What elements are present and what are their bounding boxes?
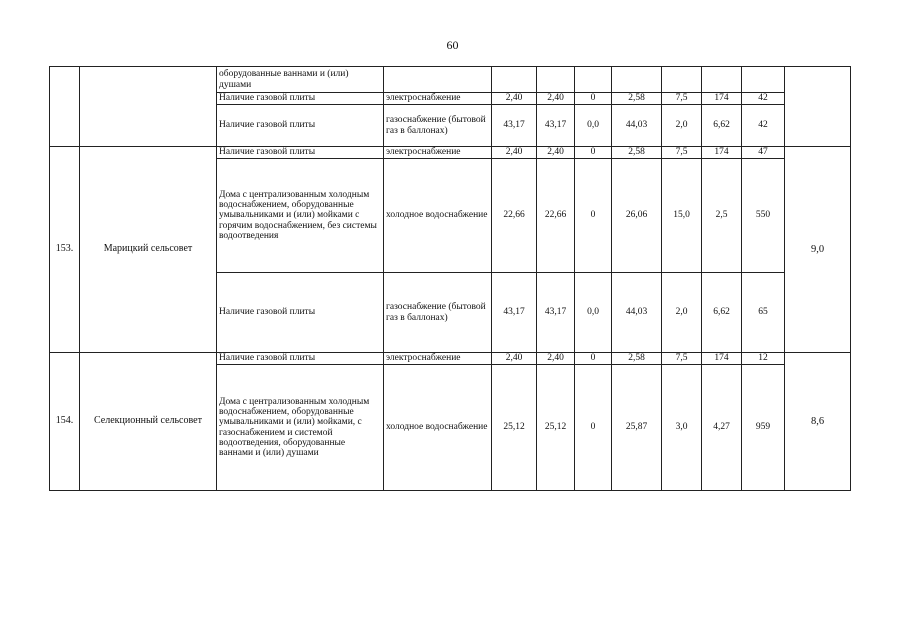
- value-cell: 44,03: [612, 105, 662, 147]
- settlement-name-cell: Марицкий сельсовет: [80, 147, 217, 353]
- value-cell: 43,17: [537, 105, 575, 147]
- value-cell: 2,40: [492, 93, 537, 105]
- value-cell: 959: [742, 365, 785, 491]
- value-cell: 2,58: [612, 353, 662, 365]
- value-cell: 0: [575, 353, 612, 365]
- page-number: 60: [446, 38, 459, 52]
- value-cell: 43,17: [492, 273, 537, 353]
- value-cell: 25,87: [612, 365, 662, 491]
- table-row: [50, 353, 851, 365]
- value-cell: 174: [702, 147, 742, 159]
- value-cell: 43,17: [537, 273, 575, 353]
- value-cell: 174: [702, 353, 742, 365]
- value-cell: [742, 67, 785, 93]
- value-cell: 0: [575, 93, 612, 105]
- total-cell: 8,6: [785, 353, 851, 491]
- value-cell: 7,5: [662, 353, 702, 365]
- description-cell: Наличие газовой плиты: [217, 353, 384, 365]
- description-cell: Дома с централизованным холодным водоснабжением, оборудованные умывальниками и (или) мойками, с газоснабжением и системой водоотведения, оборудованные ваннами и (или) душами: [217, 365, 384, 491]
- description-cell: Дома с централизованным холодным водоснабжением, оборудованные умывальниками и (или) мойками с горячим водоснабжением, без системы водоотведения: [217, 159, 384, 273]
- value-cell: 42: [742, 93, 785, 105]
- row-number-cell: [50, 67, 80, 147]
- value-cell: 550: [742, 159, 785, 273]
- settlement-name-cell: Селекционный сельсовет: [80, 353, 217, 491]
- settlement-name-cell: [80, 67, 217, 147]
- service-cell: холодное водоснабжение: [384, 159, 492, 273]
- table-row: [50, 147, 851, 159]
- value-cell: 3,0: [662, 365, 702, 491]
- description-cell: оборудованные ваннами и (или) душами: [217, 67, 384, 93]
- value-cell: 0,0: [575, 273, 612, 353]
- value-cell: 22,66: [492, 159, 537, 273]
- value-cell: 25,12: [537, 365, 575, 491]
- tariff-table: [49, 66, 851, 491]
- value-cell: 26,06: [612, 159, 662, 273]
- value-cell: [492, 67, 537, 93]
- description-cell: Наличие газовой плиты: [217, 273, 384, 353]
- value-cell: [662, 67, 702, 93]
- value-cell: 0: [575, 147, 612, 159]
- value-cell: 2,0: [662, 105, 702, 147]
- service-cell: холодное водоснабжение: [384, 365, 492, 491]
- value-cell: 2,5: [702, 159, 742, 273]
- value-cell: [537, 67, 575, 93]
- value-cell: 25,12: [492, 365, 537, 491]
- description-cell: Наличие газовой плиты: [217, 105, 384, 147]
- description-cell: Наличие газовой плиты: [217, 147, 384, 159]
- value-cell: 2,0: [662, 273, 702, 353]
- description-cell: Наличие газовой плиты: [217, 93, 384, 105]
- value-cell: 2,40: [537, 353, 575, 365]
- service-cell: электроснабжение: [384, 147, 492, 159]
- value-cell: 0,0: [575, 105, 612, 147]
- value-cell: 47: [742, 147, 785, 159]
- total-cell: 9,0: [785, 147, 851, 353]
- value-cell: 15,0: [662, 159, 702, 273]
- value-cell: 2,40: [492, 353, 537, 365]
- value-cell: 2,58: [612, 147, 662, 159]
- value-cell: [612, 67, 662, 93]
- value-cell: [702, 67, 742, 93]
- value-cell: 43,17: [492, 105, 537, 147]
- service-cell: электроснабжение: [384, 93, 492, 105]
- value-cell: 2,40: [537, 147, 575, 159]
- value-cell: 0: [575, 365, 612, 491]
- value-cell: 0: [575, 159, 612, 273]
- value-cell: 2,40: [492, 147, 537, 159]
- value-cell: 6,62: [702, 105, 742, 147]
- service-cell: [384, 67, 492, 93]
- value-cell: 2,58: [612, 93, 662, 105]
- value-cell: 4,27: [702, 365, 742, 491]
- row-number-cell: 154.: [50, 353, 80, 491]
- service-cell: газоснабжение (бытовой газ в баллонах): [384, 105, 492, 147]
- value-cell: 12: [742, 353, 785, 365]
- value-cell: 42: [742, 105, 785, 147]
- value-cell: [575, 67, 612, 93]
- value-cell: 22,66: [537, 159, 575, 273]
- value-cell: 174: [702, 93, 742, 105]
- value-cell: 65: [742, 273, 785, 353]
- value-cell: 6,62: [702, 273, 742, 353]
- table-row: [50, 67, 851, 93]
- value-cell: 2,40: [537, 93, 575, 105]
- service-cell: газоснабжение (бытовой газ в баллонах): [384, 273, 492, 353]
- row-number-cell: 153.: [50, 147, 80, 353]
- service-cell: электроснабжение: [384, 353, 492, 365]
- total-cell: [785, 67, 851, 147]
- value-cell: 44,03: [612, 273, 662, 353]
- value-cell: 7,5: [662, 93, 702, 105]
- value-cell: 7,5: [662, 147, 702, 159]
